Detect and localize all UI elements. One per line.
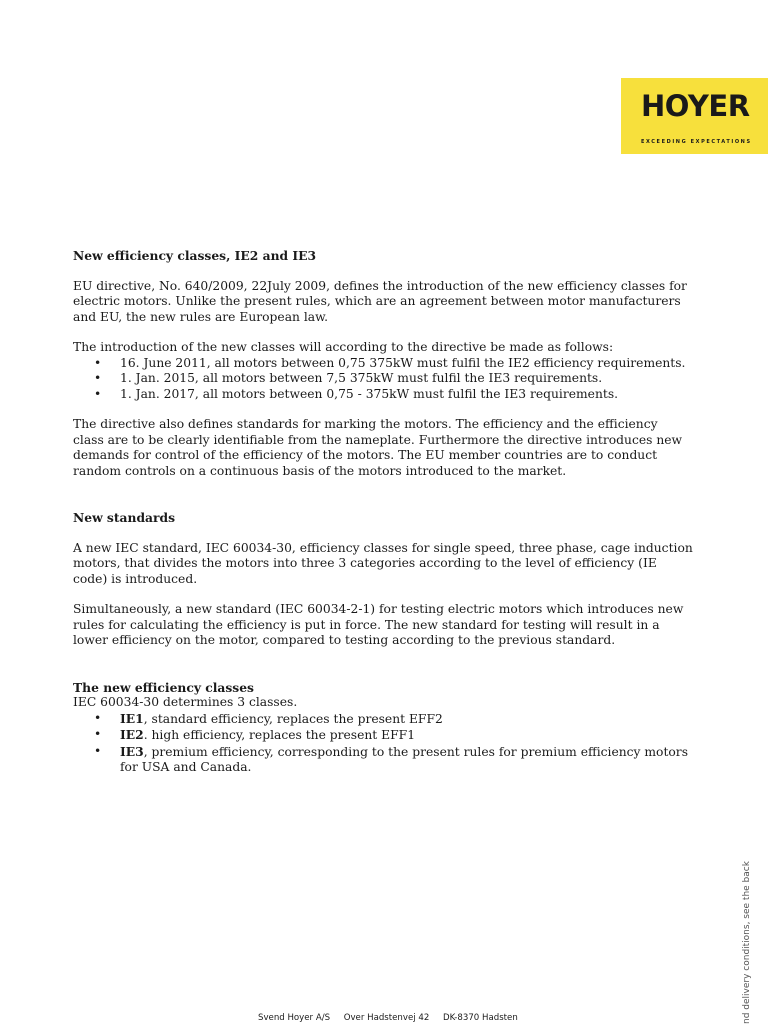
heading-new-standards: New standards — [73, 510, 176, 525]
list-item: • 16. June 2011, all motors between 0,75 375kW must fulfil the IE2 efficiency requirements. — [73, 356, 713, 372]
heading-new-efficiency-classes: The new efficiency classes — [73, 679, 254, 695]
list-item — [73, 711, 713, 728]
paragraph-line: random controls on a continuous basis of the motors introduced to the market. — [73, 463, 567, 478]
heading-efficiency-classes: New efficiency classes, IE2 and IE3 — [73, 248, 317, 263]
paragraph-line: and EU, the new rules are European law. — [73, 309, 329, 324]
list-intro: The introduction of the new classes will according to the directive be made as follows: — [73, 340, 614, 354]
class-description: , premium efficiency, corresponding to the present rules for premium efficiency motors — [143, 744, 688, 759]
list-item: • 1. Jan. 2015, all motors between 7,5 375kW must fulfil the IE3 requirements. — [73, 371, 713, 387]
paragraph-line: A new IEC standard, IEC 60034-30, efficiency classes for single speed, three phase, cage induction — [73, 540, 693, 555]
class-code: IE3 — [120, 743, 144, 759]
side-note: nd delivery conditions, see the back — [742, 861, 752, 1024]
paragraph-line: lower efficiency on the motor, compared to testing according to the previous standard. — [73, 633, 616, 647]
list-item: • 1. Jan. 2017, all motors between 0,75 - 375kW must fulfil the IE3 requirements. — [73, 387, 713, 403]
class-code: IE1 — [120, 710, 144, 726]
paragraph-line: demands for control of the efficiency of the motors. The EU member countries are to conduct — [73, 448, 658, 462]
directive-dates-list — [73, 356, 713, 403]
class-code: IE2 — [120, 727, 144, 742]
list-item — [73, 744, 713, 776]
paragraph-line: electric motors. Unlike the present rules, which are an agreement between motor manufacturers — [73, 294, 681, 308]
classes-intro: IEC 60034-30 determines 3 classes. — [73, 695, 298, 709]
paragraph-line: EU directive, No. 640/2009, 22July 2009, defines the introduction of the new efficiency classes for — [73, 278, 687, 293]
logo-name: HOYER — [641, 89, 750, 123]
class-description-continuation: for USA and Canada. — [120, 760, 252, 774]
paragraph-line: code) is introduced. — [73, 571, 198, 586]
paragraph-line: Simultaneously, a new standard (IEC 60034-2-1) for testing electric motors which introduces new — [73, 602, 684, 616]
paragraph-line: The directive also defines standards for marking the motors. The efficiency and the efficiency — [73, 417, 658, 431]
list-item — [73, 727, 713, 744]
class-description: , standard efficiency, replaces the present EFF2 — [143, 711, 443, 726]
efficiency-classes-list — [73, 711, 713, 776]
class-description: . high efficiency, replaces the present EFF1 — [143, 728, 416, 742]
logo-tagline: EXCEEDING EXPECTATIONS — [641, 139, 752, 145]
document-body — [73, 248, 713, 776]
footer-address: Svend Hoyer A/S Over Hadstenvej 42 DK-8370 Hadsten — [258, 1013, 518, 1023]
paragraph-line: motors, that divides the motors into three 3 categories according to the level of efficiency (IE — [73, 556, 657, 570]
paragraph-line: class are to be clearly identifiable from the nameplate. Furthermore the directive introduces new — [73, 432, 683, 447]
hoyer-logo — [621, 78, 768, 154]
paragraph-line: rules for calculating the efficiency is put in force. The new standard for testing will result in a — [73, 617, 660, 632]
